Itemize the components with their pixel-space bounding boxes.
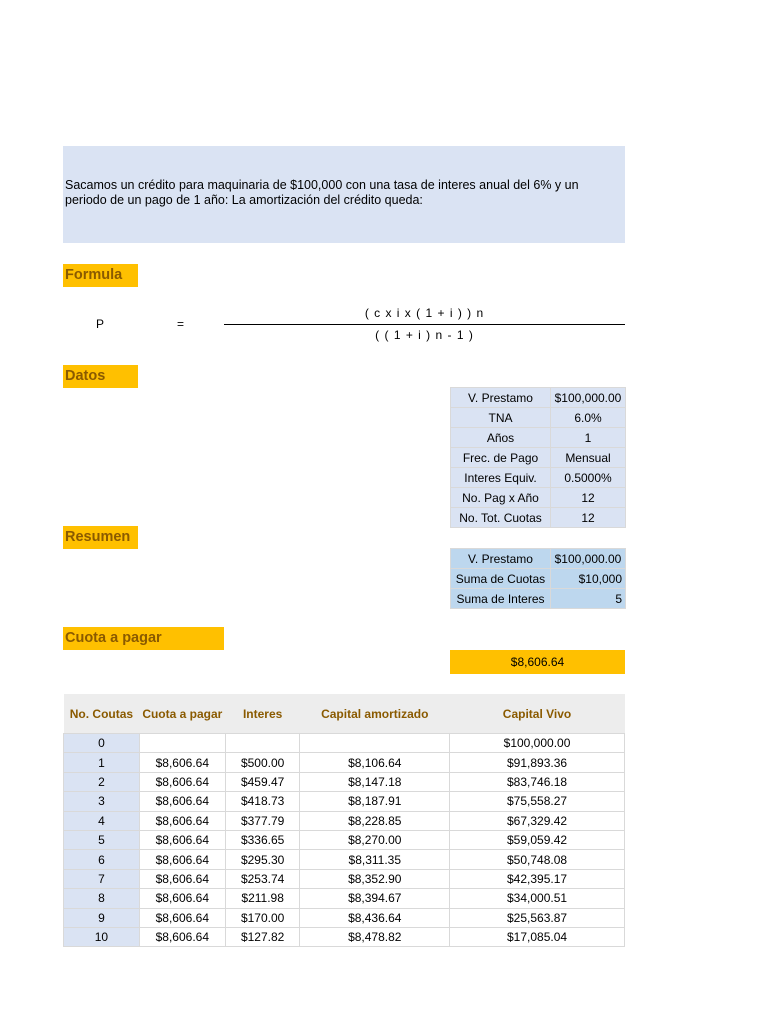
cell-capital-vivo: $42,395.17 [450,869,625,888]
cell-cuota: $8,606.64 [139,927,225,946]
cell-cuota: $8,606.64 [139,889,225,908]
formula-equals: = [177,317,185,331]
cell-interes: $253.74 [225,869,300,888]
cell-cuota: $8,606.64 [139,830,225,849]
table-row [64,792,625,811]
cell-interes: $170.00 [225,908,300,927]
cell-no-cuota: 8 [64,889,140,908]
cell-cuota: $8,606.64 [139,908,225,927]
cell-cuota: $8,606.64 [139,792,225,811]
cell-no-cuota: 10 [64,927,140,946]
resumen-key: Suma de Interes [451,589,551,609]
datos-label: Datos [63,365,138,388]
cell-no-cuota: 4 [64,811,140,830]
datos-value: 0.5000% [551,468,626,488]
cell-cuota: $8,606.64 [139,753,225,772]
datos-value: Mensual [551,448,626,468]
col-header-no-cuotas: No. Coutas [64,694,140,734]
datos-key: TNA [451,408,551,428]
cell-capital-amortizado: $8,228.85 [300,811,450,830]
cell-capital-amortizado: $8,106.64 [300,753,450,772]
resumen-key: V. Prestamo [451,549,551,569]
table-row [64,830,625,849]
datos-key: Frec. de Pago [451,448,551,468]
resumen-table [450,548,626,609]
cell-capital-vivo: $25,563.87 [450,908,625,927]
resumen-row [451,569,626,589]
cell-interes: $418.73 [225,792,300,811]
formula-label: Formula [63,264,138,287]
cell-no-cuota: 5 [64,830,140,849]
table-row [64,927,625,946]
cell-interes: $500.00 [225,753,300,772]
cell-interes: $336.65 [225,830,300,849]
cell-capital-vivo: $17,085.04 [450,927,625,946]
datos-row [451,408,626,428]
datos-table [450,387,626,528]
table-row [64,811,625,830]
cell-capital-vivo: $100,000.00 [450,734,625,753]
cuota-value: $8,606.64 [450,650,625,674]
table-row [64,772,625,791]
cell-capital-vivo: $75,558.27 [450,792,625,811]
cell-capital-amortizado [300,734,450,753]
datos-key: No. Tot. Cuotas [451,508,551,528]
cell-capital-amortizado: $8,436.64 [300,908,450,927]
datos-value: 12 [551,488,626,508]
cell-capital-vivo: $67,329.42 [450,811,625,830]
intro-text: Sacamos un crédito para maquinaria de $100,000 con una tasa de interes anual del 6% y un periodo de un pago de 1 año: La amortización del crédito queda: [63,146,625,243]
datos-row [451,508,626,528]
datos-row [451,388,626,408]
cell-capital-vivo: $59,059.42 [450,830,625,849]
cell-capital-amortizado: $8,270.00 [300,830,450,849]
resumen-row [451,589,626,609]
amortization-table [63,694,625,947]
cuota-label: Cuota a pagar [63,627,224,650]
table-row [64,869,625,888]
cell-cuota: $8,606.64 [139,772,225,791]
datos-row [451,448,626,468]
datos-row [451,468,626,488]
resumen-value: $100,000.00 [551,549,626,569]
formula-denominator: ( ( 1 + i ) n - 1 ) [375,328,474,342]
formula-lhs: P [96,317,105,331]
cell-interes: $211.98 [225,889,300,908]
cell-no-cuota: 6 [64,850,140,869]
col-header-cuota: Cuota a pagar [139,694,225,734]
datos-row [451,428,626,448]
datos-key: No. Pag x Año [451,488,551,508]
col-header-interes: Interes [225,694,300,734]
datos-value: 12 [551,508,626,528]
datos-key: V. Prestamo [451,388,551,408]
cell-interes [225,734,300,753]
cell-interes: $377.79 [225,811,300,830]
cell-no-cuota: 3 [64,792,140,811]
cell-cuota: $8,606.64 [139,811,225,830]
cell-capital-amortizado: $8,187.91 [300,792,450,811]
cell-no-cuota: 9 [64,908,140,927]
table-row [64,734,625,753]
cell-capital-vivo: $50,748.08 [450,850,625,869]
resumen-row [451,549,626,569]
cell-cuota: $8,606.64 [139,850,225,869]
cell-no-cuota: 2 [64,772,140,791]
table-row [64,908,625,927]
cell-capital-amortizado: $8,147.18 [300,772,450,791]
table-row [64,850,625,869]
col-header-capital-vivo: Capital Vivo [450,694,625,734]
datos-key: Interes Equiv. [451,468,551,488]
table-row [64,889,625,908]
cell-no-cuota: 1 [64,753,140,772]
amortization-header-row [64,694,625,734]
cell-no-cuota: 0 [64,734,140,753]
cell-interes: $127.82 [225,927,300,946]
col-header-capital-amortizado: Capital amortizado [300,694,450,734]
resumen-value: $10,000 [551,569,626,589]
cell-capital-vivo: $91,893.36 [450,753,625,772]
cell-cuota: $8,606.64 [139,869,225,888]
formula-numerator: ( c x i x ( 1 + i ) ) n [364,306,485,320]
cell-capital-amortizado: $8,352.90 [300,869,450,888]
cell-capital-vivo: $34,000.51 [450,889,625,908]
table-row [64,753,625,772]
cell-no-cuota: 7 [64,869,140,888]
datos-row [451,488,626,508]
datos-key: Años [451,428,551,448]
cell-interes: $459.47 [225,772,300,791]
cell-capital-amortizado: $8,478.82 [300,927,450,946]
datos-value: 6.0% [551,408,626,428]
resumen-label: Resumen [63,526,138,549]
cell-capital-amortizado: $8,394.67 [300,889,450,908]
datos-value: 1 [551,428,626,448]
resumen-key: Suma de Cuotas [451,569,551,589]
cell-interes: $295.30 [225,850,300,869]
datos-value: $100,000.00 [551,388,626,408]
cell-capital-amortizado: $8,311.35 [300,850,450,869]
cell-cuota [139,734,225,753]
resumen-value: 5 [551,589,626,609]
cell-capital-vivo: $83,746.18 [450,772,625,791]
fraction-line [224,324,625,325]
